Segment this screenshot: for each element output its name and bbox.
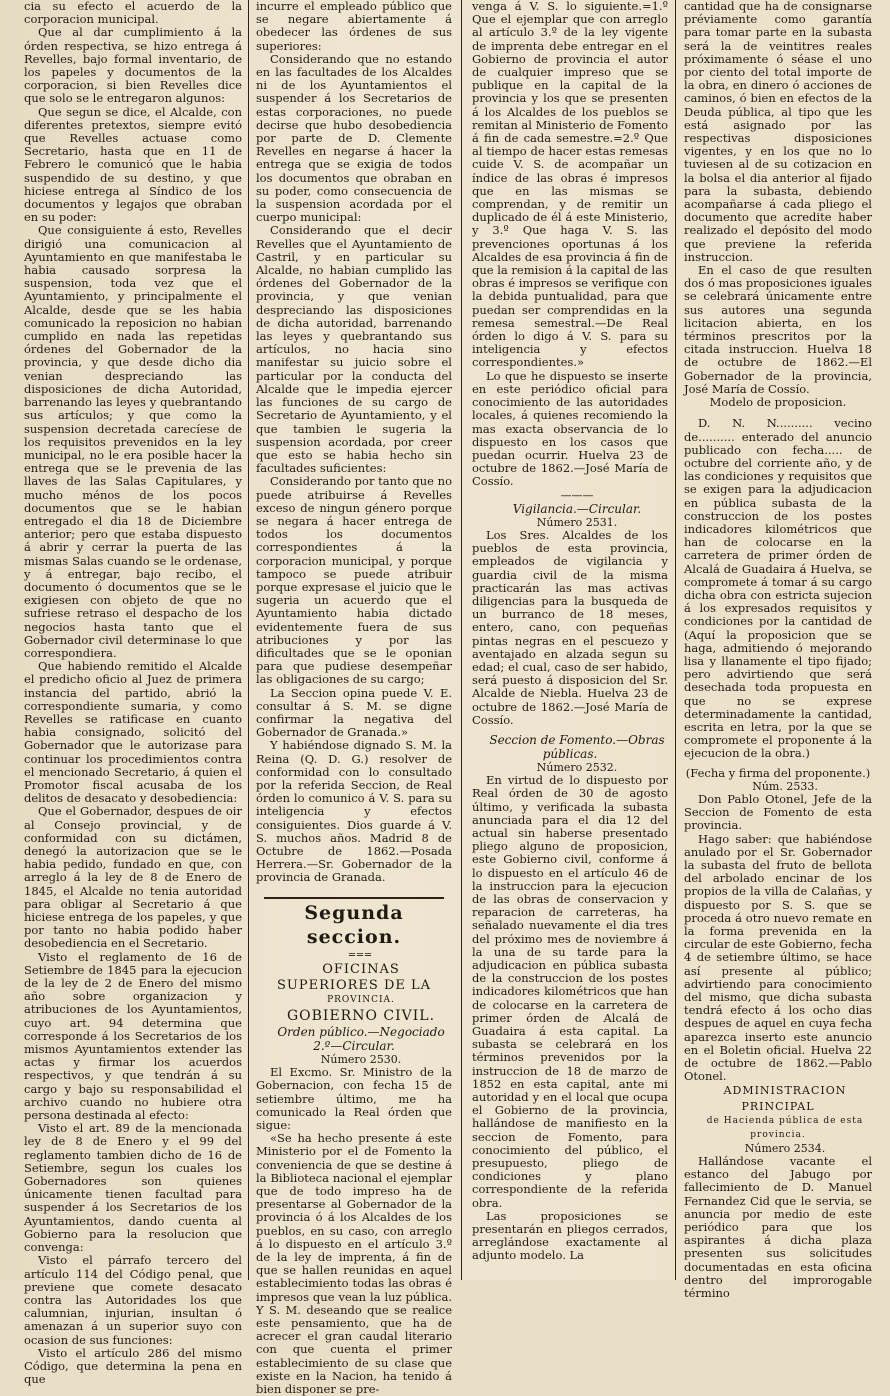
paragraph: Hallándose vacante el estanco del Jabugo por fallecimiento de D. Manuel Fernandez Cid que le servia, se anuncia por medio de este periódico para que los aspirantes á dicha plaza presenten sus solicitudes documentadas en esta oficina dentro del improrogable término — [684, 1154, 872, 1301]
column-rule — [248, 0, 249, 1280]
item-number: Número 2532. — [536, 760, 618, 774]
paragraph: Y habiéndose dignado S. M. la Reina (Q. D. G.) resolver de conformidad con lo consultado por la referida Seccion, de Real órden lo comunico á V. S. para su inteligencia y efectos consiguientes. Dios guarde á V. S. muchos años. Madrid 8 de Octubre de 1862.—Posada Herrera.—Sr. Gobernador de la provincia de Granada. — [256, 738, 452, 885]
gobierno-heading: GOBIERNO CIVIL. — [286, 1008, 436, 1025]
paragraph: La Seccion opina puede V. E. consultar á S. M. se digne confirmar la negativa del Gobernador de Granada.» — [256, 685, 452, 740]
section-divider — [264, 897, 444, 899]
paragraph: Hago saber: que habiéndose anulado por el Sr. Gobernador la subasta del fruto de bellota del arbolado encinar de los propios de la villa de Calañas, y dispuesto por S. S. que se proceda á otro nuevo remate en la forma prevenida en la circular de este Gobierno, fecha 4 de setiembre último, se hace así presente al público; advirtiendo para conocimiento del mismo, que dicha subasta tendrá efecto á los ocho dias despues de aquel en cuya fecha aparezca inserto este anuncio en el Boletin oficial. Huelva 22 de octubre de 1862.—Pablo Otonel. — [684, 831, 872, 1084]
ornament: ——— — [560, 488, 594, 502]
paragraph: Visto el artículo 286 del mismo Código, que determina la pena en que — [24, 1345, 242, 1387]
paragraph: Las proposiciones se presentarán en pliegos cerrados, arreglándose exactamente al adjunto modelo. La — [472, 1208, 668, 1263]
ornament: ═══ — [348, 949, 374, 961]
item-number: Núm. 2533. — [752, 779, 818, 793]
paragraph: cantidad que ha de consignarse préviamente como garantía para tomar parte en la subasta será la de veintitres reales próximamente ó séase el uno por ciento del total importe de la obra, en dinero ó acciones de caminos, ó bien en efectos de la Deuda pública, al tipo que les está asignado por las respectivas disposiciones vigentes, y en los que no lo tuviesen al de su cotizacion en la bolsa el dia anterior al fijado para la subasta, debiendo acompañarse á cada pliego el documento que acredite haber realizado el depósito del modo que previene la referida instruccion. — [684, 0, 872, 264]
column-1 — [18, 0, 248, 1387]
paragraph: Visto el párrafo tercero del artículo 114 del Código penal, que previene que comete desacato contra las Autoridades los que calumnian, injurian, insultan ó amenazan á un superior suyo con ocasion de sus funciones: — [24, 1253, 242, 1347]
paragraph: Que consiguiente á esto, Revelles dirigió una comunicacion al Ayuntamiento en que manifestaba le habia causado sorpresa la suspension, toda vez que el Ayuntamiento, y principalmente el Alcalde, desde que se les habia comunicado la reposicion no habian cumplido en nada las repetidas órdenes del Gobernador de la provincia, y que desde dicho dia venian despreciando las disposiciones de dicha Autoridad, barrenando las leyes y quebrantando sus artículos; y que como la suspension decretada carecíese de los requisitos prevenidos en la ley municipal, no le era posible hacer la entrega que se le prevenia de las llaves de las Salas Capitulares, y mucho ménos de los pocos documentos que se le habian entregado el dia 18 de Diciembre anterior; pero que estaba dispuesto á abrir y cerrar la puerta de las mismas Salas cuando se le ordenase, y á entregar, bajo recibo, el documento ó documentos que se le exigiesen con objeto de que no sufriese retraso el despacho de los negocios hasta tanto que el Gobernador civil determinase lo que correspondiera. — [24, 223, 242, 660]
column-4 — [678, 0, 878, 1301]
paragraph: Que segun se dice, el Alcalde, con diferentes pretextos, siempre evitó que Revelles actuase como Secretario, hasta que en 11 de Febrero le comunicó que le habia suspendido de su destino, y que hiciese entrega al Síndico de los documentos y legajos que obraban en su poder: — [24, 104, 242, 225]
paragraph: Don Pablo Otonel, Jefe de la Seccion de Fomento de esta provincia. — [684, 791, 872, 833]
paragraph: venga á V. S. lo siguiente.=1.º Que el ejemplar que con arreglo al artículo 3.º de la ley vigente de imprenta debe entregar en el Gobierno de provincia el autor de cualquier impreso que se publique en la capital de la provincia y los que se presenten á los Alcaldes de los pueblos se remitan al Ministerio de Fomento á fin de cada semestre.=2.º Que al tiempo de hacer estas remesas cuide V. S. de acompañar un índice de las obras é impresos que en las mismas se comprendan, y de remitir un duplicado de él á este Ministerio, y 3.º Que haga V. S. las prevenciones oportunas á los Alcaldes de esa provincia á fin de que la remision á la capital de las obras é impresos se verifique con la debida puntualidad, para que puedan ser comprendidas en la remesa semestral.—De Real órden lo digo á V. S. para su inteligencia y efectos correspondientes.» — [472, 0, 668, 370]
paragraph: Considerando por tanto que no puede atribuirse á Revelles exceso de ningun género porque se negara á hacer entrega de todos los documentos correspondientes á la corporacion municipal, y porque tampoco se puede atribuir porque expresase el juicio que le sugeria un acuerdo que el Ayuntamiento habia dictado evidentemente fuera de sus atribuciones y por las dificultades que se le oponian para que pudiese desempeñar las obligaciones de su cargo; — [256, 474, 452, 687]
paragraph: Visto el art. 89 de la mencionada ley de 8 de Enero y el 99 del reglamento tambien dicho de 16 de Setiembre, segun los cuales los Gobernadores son quienes únicamente tienen facultad para suspender á los Secretarios de los Ayuntamientos, dando cuenta al Gobierno para la resolucion que convenga: — [24, 1121, 242, 1255]
circular-subhead: Orden público.—Negociado 2.º—Circular. — [277, 1025, 445, 1054]
paragraph: Lo que he dispuesto se inserte en este periódico oficial para conocimiento de las autoridades locales, á quienes recomiendo la mas exacta observancia de lo dispuesto en los casos que puedan ocurrir. Huelva 23 de octubre de 1862.—José María de Cossío. — [472, 368, 668, 489]
column-rule — [675, 0, 676, 1280]
paragraph: Que el Gobernador, despues de oir al Consejo provincial, y de conformidad con su dictámen, denegó la autorizacion que se le habia pedido, fundado en que, con arreglo á la ley de 8 de Enero de 1845, el Alcalde no tenia autoridad para obligar al Secretario á que hiciese entrega de los papeles, y que por tanto no habia podido haber desobediencia en el Secretario. — [24, 804, 242, 951]
paragraph: Los Sres. Alcaldes de los pueblos de esta provincia, empleados de vigilancia y guardia civil de la misma practicarán las mas activas diligencias para la busqueda de un burranco de 18 meses, entero, cano, con pequeñas pintas negras en el pescuezo y aventajado en alzada segun su edad; el cual, caso de ser habido, será puesto á disposicion del Sr. Alcalde de Niebla. Huelva 23 de octubre de 1862.—José María de Cossío. — [472, 527, 668, 727]
modelo-heading: Modelo de proposicion. — [709, 395, 847, 410]
column-2 — [250, 0, 458, 1396]
paragraph: «Se ha hecho presente á este Ministerio por el de Fomento la conveniencia de que se destine á la Biblioteca nacional el ejemplar que de todo impreso ha de presentarse al Gobernador de la provincia ó á los Alcaldes de los pueblos, en su caso, con arreglo á lo dispuesto en el artículo 3.º de la ley de imprenta, á fin de que se hallen reunidas en aquel establecimiento todas las obras é impresos que vean la luz pública. Y S. M. deseando que se realice este pensamiento, que ha de acrecer el gran caudal literario con que cuenta el primer establecimiento de su clase que existe en la Nacion, ha tenido á bien disponer se pre- — [256, 1131, 452, 1396]
province-heading: PROVINCIA. — [327, 994, 395, 1005]
paragraph: Que al dar cumplimiento á la órden respectiva, se hizo entrega á Revelles, bajo formal inventario, de los papeles y documentos de la corporacion, si bien Revelles dice que solo se le entregaron algunos: — [24, 25, 242, 106]
paragraph: En virtud de lo dispuesto por Real órden de 30 de agosto último, y verificada la subasta anunciada para el dia 12 del actual sin haberse presentado pliego alguno de proposicion, este Gobierno civil, conforme á lo dispuesto en el artículo 46 de la instruccion para la ejecucion de las obras de conservacion y reparacion de carreteras, ha señalado nuevamente el dia tres del próximo mes de noviembre á la una de su tarde para la adjudicacion en pública subasta de la construccion de los postes indicadores kilométricos que han de colocarse en la carretera de primer órden de Alcalá de Guadaira á esta capital. La subasta se celebrará en los términos prevenidos por la instruccion de 18 de marzo de 1852 en esta capital, ante mi autoridad y en el local que ocupa el Gobierno de la provincia, hallándose de manifiesto en la seccion de Fomento, para conocimiento del público, el presupuesto, pliego de condiciones y plano correspondiente de la referida obra. — [472, 773, 668, 1210]
paragraph: En el caso de que resulten dos ó mas proposiciones iguales se celebrará únicamente entre sus autores una segunda licitacion abierta, en los términos prescritos por la citada instruccion. Huelva 18 de octubre de 1862.—El Gobernador de la provincia, José María de Cossío. — [684, 263, 872, 396]
paragraph: El Excmo. Sr. Ministro de la Gobernacion, con fecha 15 de setiembre último, me ha comunicado la Real órden que sigue: — [256, 1065, 452, 1133]
paragraph: Considerando que el decir Revelles que el Ayuntamiento de Castril, y en particular su Alcalde, no habian cumplido las órdenes del Gobernador de la provincia, y que venian despreciando las disposiciones de dicha autoridad, barrenando las leyes y quebrantando sus artículos, no hacia sino manifestar su juicio sobre el particular por la conducta del Alcalde que le impedia ejercer las funciones de su cargo de Secretario de Ayuntamiento, y el que tambien le sugeria la suspension acordada, por creer que esto se habia hecho sin facultades suficientes: — [256, 223, 452, 476]
admin-heading: ADMINISTRACION PRINCIPAL — [723, 1084, 847, 1114]
admin-subheading: de Hacienda pública de esta provincia. — [706, 1116, 864, 1140]
paragraph: Visto el reglamento de 16 de Setiembre de 1845 para la ejecucion de la ley de 2 de Enero del mismo año sobre organizacion y atribuciones de los Ayuntamientos, cuyo art. 94 determina que corresponde á los Secretarios de los mismos Ayuntamientos extender las actas y firmar los acuerdos respectivos, y que tendrán á su cargo y bajo su responsabilidad el archivo cuando no hubiere otra persona destinada al efecto: — [24, 949, 242, 1123]
item-number: Número 2534. — [744, 1141, 826, 1155]
column-3 — [466, 0, 674, 1280]
paragraph: cia su efecto el acuerdo de la corporacion municipal. — [24, 0, 242, 27]
paragraph: incurre el empleado público que se negare abiertamente á obedecer las órdenes de sus superiores: — [256, 0, 452, 53]
offices-heading: OFICINAS SUPERIORES DE LA — [276, 961, 432, 993]
fomento-heading: Seccion de Fomento.—Obras públicas. — [489, 732, 665, 761]
firma-line: (Fecha y firma del proponente.) — [685, 765, 871, 780]
item-number: Número 2530. — [320, 1053, 402, 1067]
paragraph: D. N. N.......... vecino de.......... enterado del anuncio publicado con fecha..... de octubre del corriente año, y de las condiciones y requisitos que se exigen para la adjudicacion en pública subasta de la construccion de los postes indicadores kilométricos que han de colocarse en la carretera de primer órden de Alcalá de Guadaira á Huelva, se compromete á tomar á su cargo dicha obra con estricta sujecion á los expresados requisitos y condiciones por la cantidad de (Aquí la proposicion que se haga, admitiendo ó mejorando lisa y llanamente el tipo fijado; pero advirtiendo que será desechada toda propuesta en que no se exprese determinadamente la cantidad, escrita en letra, por la que se compromete el proponente á la ejecucion de la obra.) — [684, 416, 872, 761]
paragraph: Considerando que no estando en las facultades de los Alcaldes ni de los Ayuntamientos el suspender á los Secretarios de estas corporaciones, no puede decirse que hubo desobediencia por parte de D. Clemente Revelles en negarse á hacer la entrega que se exigia de todos los documentos que obraban en su poder, como consecuencia de la suspension acordada por el cuerpo municipal: — [256, 51, 452, 225]
column-rule — [461, 0, 462, 1280]
vigilancia-heading: Vigilancia.—Circular. — [512, 501, 642, 516]
paragraph: Que habiendo remitido el Alcalde el predicho oficio al Juez de primera instancia del partido, abrió la correspondiente sumaria, y como Revelles se ratificase en cuanto habia consignado, solicitó del Gobernador que le autorizase para continuar los procedimientos contra el mencionado Secretario, á quien el Promotor fiscal acusaba de los delitos de desacato y desobediencia: — [24, 659, 242, 806]
section-heading: Segunda seccion. — [304, 901, 404, 948]
item-number: Número 2531. — [536, 515, 618, 529]
